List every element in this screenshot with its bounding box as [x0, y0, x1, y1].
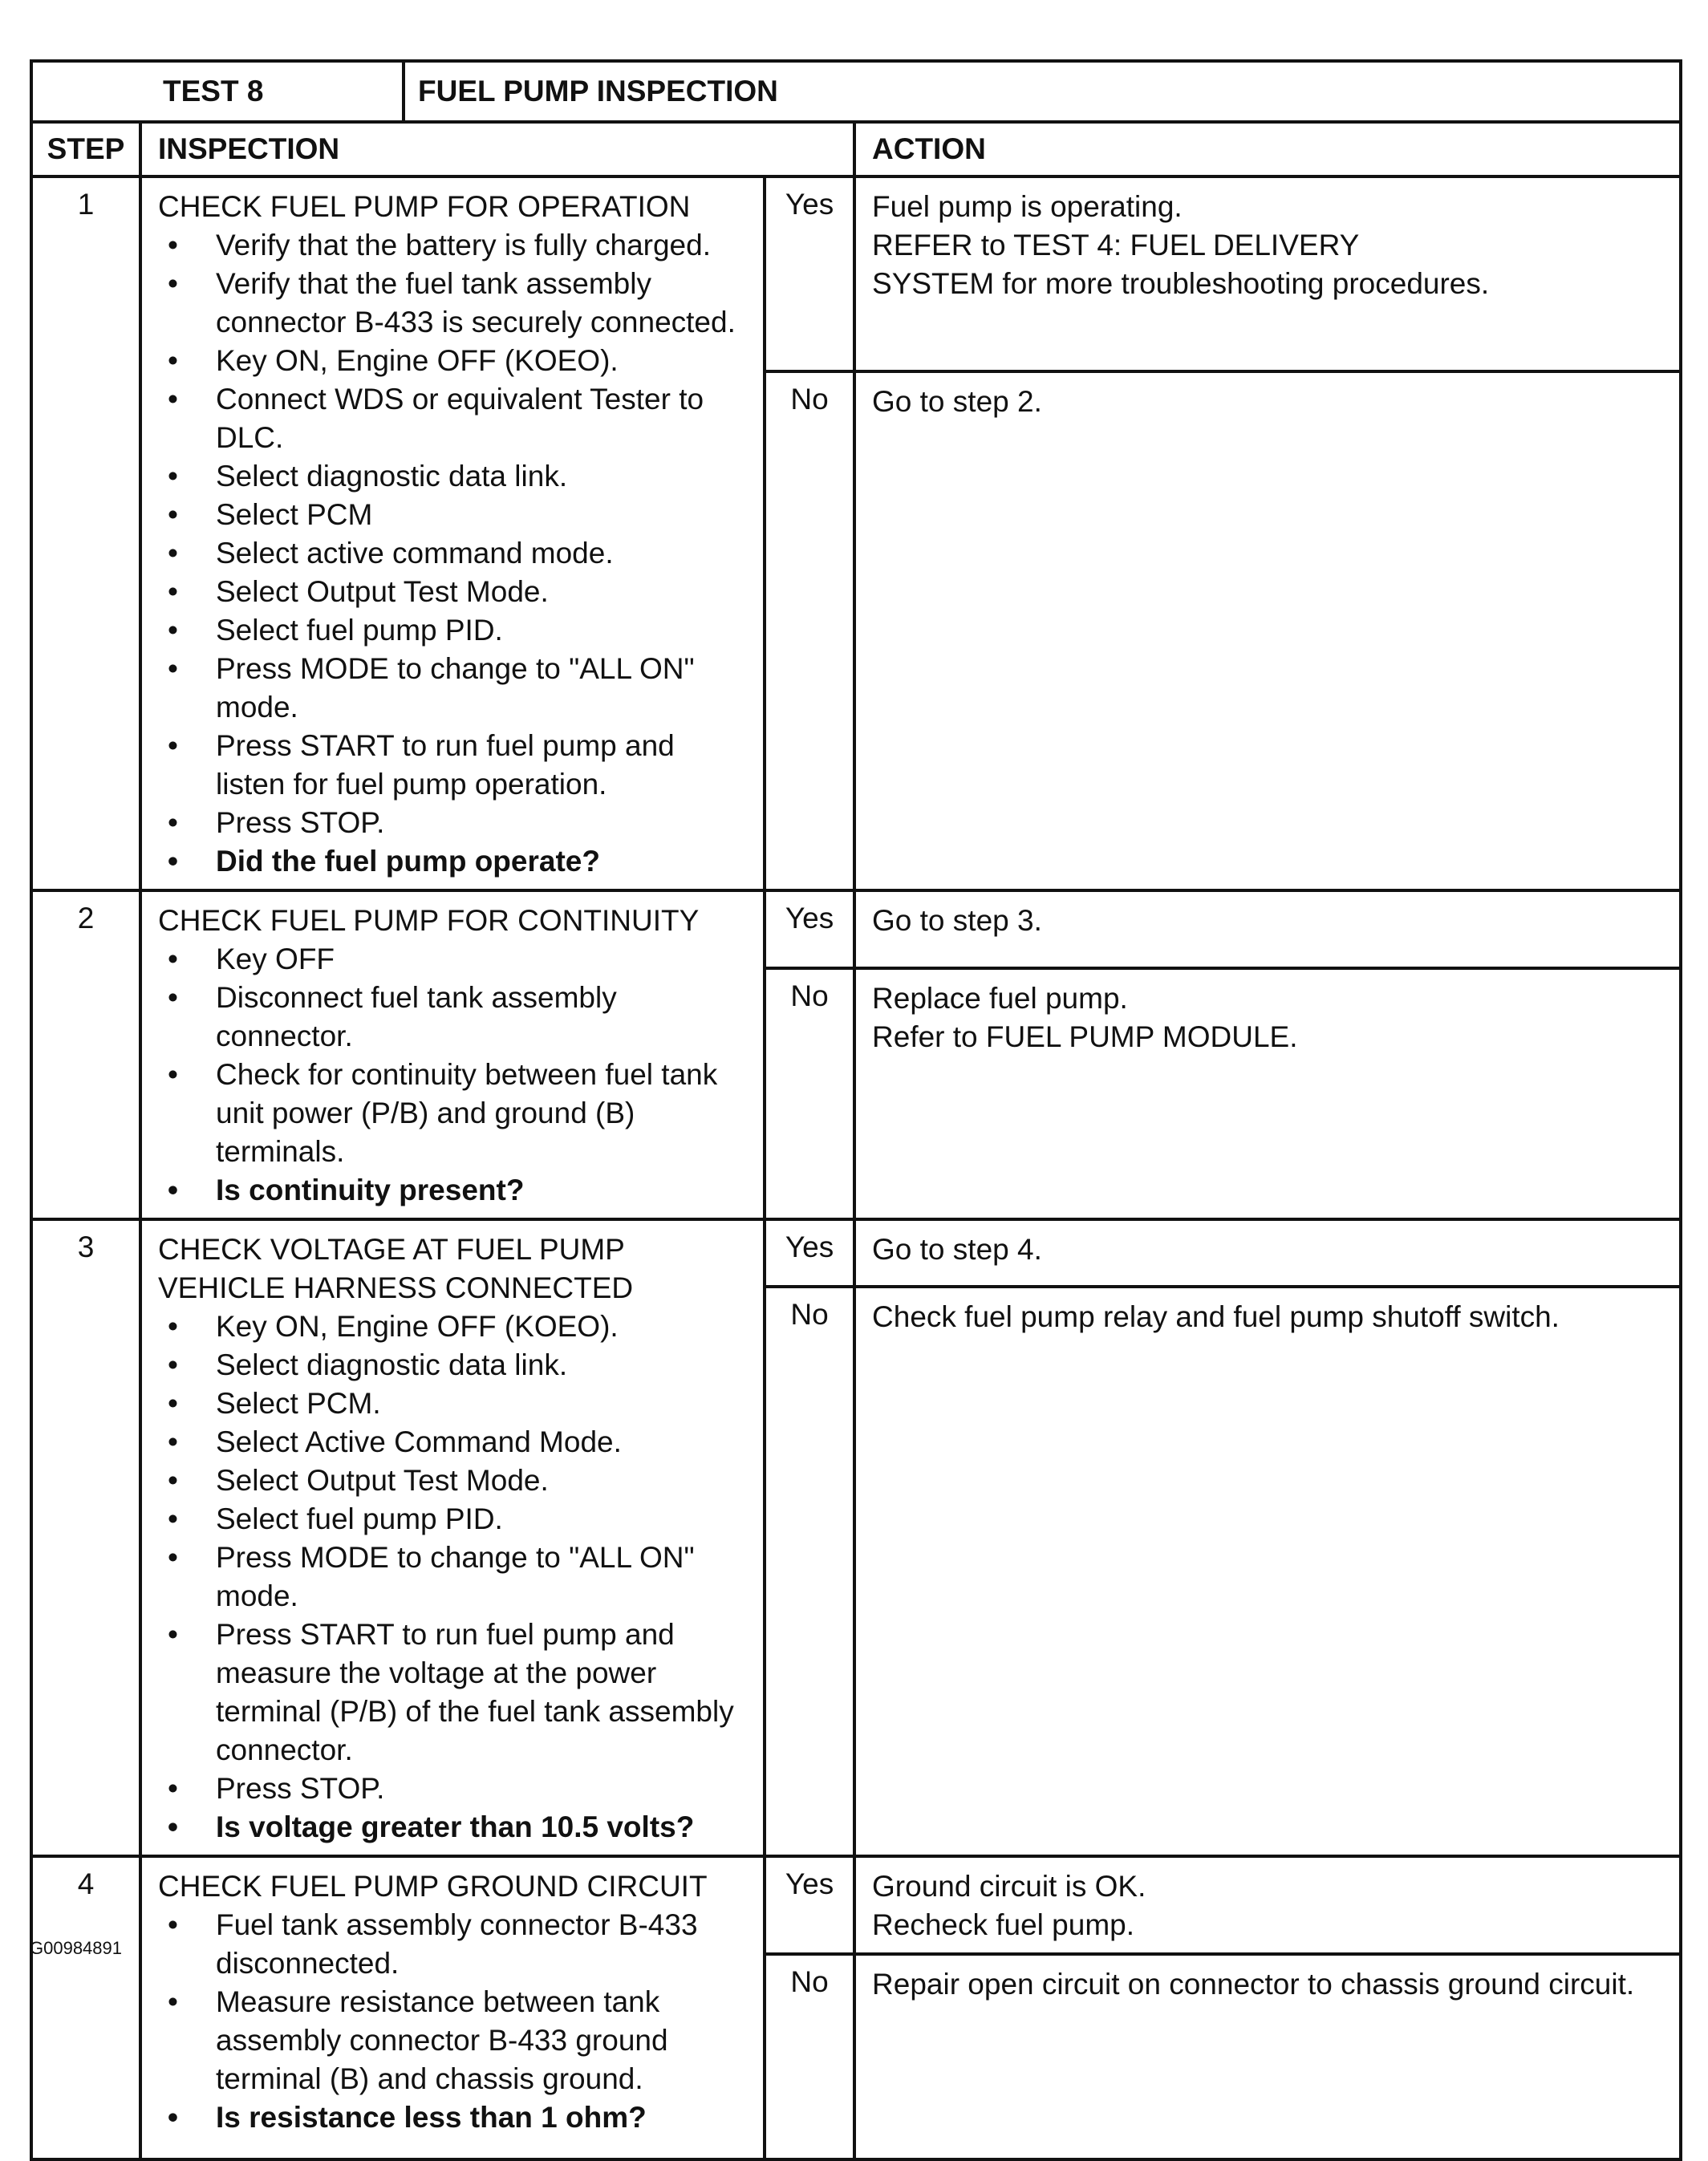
inspection-bullet: • Press STOP. [158, 804, 747, 842]
inspection-bullet: • Select diagnostic data link. [158, 457, 747, 496]
no-action [854, 1954, 1681, 2159]
action-line: REFER to TEST 4: FUEL DELIVERY [872, 229, 1360, 262]
action-line: Go to step 4. [872, 1233, 1042, 1266]
no-action [854, 371, 1681, 890]
test-table [30, 59, 1682, 2161]
inspection-cell [140, 1219, 765, 1856]
action-line: Ground circuit is OK. [872, 1870, 1146, 1903]
inspection-bullets [158, 226, 747, 881]
step-number: 1 [31, 176, 140, 890]
inspection-bullets [158, 940, 747, 1210]
step-title: CHECK FUEL PUMP FOR CONTINUITY [158, 904, 700, 937]
action-line: Check fuel pump relay and fuel pump shutoff switch. [872, 1300, 1560, 1334]
inspection-bullet: • Key OFF [158, 940, 747, 979]
action-line: Replace fuel pump. [872, 981, 1128, 1015]
no-action [854, 968, 1681, 1219]
step-title: CHECK FUEL PUMP GROUND CIRCUIT [158, 1870, 708, 1903]
inspection-bullet: • Select fuel pump PID. [158, 1500, 747, 1539]
yes-label: Yes [765, 1219, 854, 1287]
figure-code: G00984891 [30, 1938, 122, 1958]
test-table-container [30, 59, 1679, 2161]
inspection-bullet: • Select Output Test Mode. [158, 1462, 747, 1500]
inspection-bullets [158, 1906, 747, 2137]
yes-action [854, 176, 1681, 371]
action-line: Go to step 2. [872, 384, 1042, 418]
yes-action [854, 890, 1681, 968]
step-number: 3 [31, 1219, 140, 1856]
inspection-bullet: • Verify that the fuel tank assembly connector B-433 is securely connected. [158, 265, 747, 342]
action-line: SYSTEM for more troubleshooting procedures. [872, 267, 1490, 300]
action-line: Refer to FUEL PUMP MODULE. [872, 1020, 1298, 1053]
step-title: CHECK FUEL PUMP FOR OPERATION [158, 190, 691, 223]
no-label: No [765, 968, 854, 1219]
step-number: 4 [31, 1856, 140, 2159]
no-label: No [765, 371, 854, 890]
no-action [854, 1287, 1681, 1856]
no-label: No [765, 1287, 854, 1856]
inspection-bullet: • Fuel tank assembly connector B-433 disconnected. [158, 1906, 747, 1983]
inspection-column-header: INSPECTION [140, 122, 854, 176]
inspection-bullet: • Connect WDS or equivalent Tester to DLC. [158, 380, 747, 457]
action-line: Fuel pump is operating. [872, 190, 1183, 223]
inspection-cell [140, 1856, 765, 2159]
inspection-bullet: • Select Active Command Mode. [158, 1423, 747, 1462]
action-column-header: ACTION [854, 122, 1681, 176]
action-line: Go to step 3. [872, 904, 1042, 937]
test-header-row [31, 61, 1681, 122]
step-number: 2 [31, 890, 140, 1219]
inspection-bullet: • Check for continuity between fuel tank unit power (P/B) and ground (B) terminals. [158, 1056, 747, 1171]
inspection-bullet: • Key ON, Engine OFF (KOEO). [158, 1308, 747, 1346]
inspection-question: • Is continuity present? [158, 1171, 747, 1210]
inspection-cell [140, 890, 765, 1219]
inspection-bullet: • Verify that the battery is fully charged. [158, 226, 747, 265]
inspection-bullet: • Select PCM. [158, 1385, 747, 1423]
inspection-bullet: • Press STOP. [158, 1770, 747, 1808]
inspection-bullet: • Disconnect fuel tank assembly connector. [158, 979, 747, 1056]
inspection-bullet: • Measure resistance between tank assembly connector B-433 ground terminal (B) and chassis ground. [158, 1983, 747, 2098]
step-row-yes [31, 1219, 1681, 1287]
inspection-bullet: • Key ON, Engine OFF (KOEO). [158, 342, 747, 380]
yes-action [854, 1856, 1681, 1954]
test-title: FUEL PUMP INSPECTION [404, 61, 1681, 122]
inspection-bullet: • Select active command mode. [158, 534, 747, 573]
inspection-cell [140, 176, 765, 890]
inspection-bullet: • Press MODE to change to "ALL ON" mode. [158, 1539, 747, 1616]
column-header-row [31, 122, 1681, 176]
no-label: No [765, 1954, 854, 2159]
inspection-bullet: • Select fuel pump PID. [158, 611, 747, 650]
step-row-yes [31, 1856, 1681, 1954]
step-row-yes [31, 890, 1681, 968]
step-row-yes [31, 176, 1681, 371]
inspection-bullets [158, 1308, 747, 1847]
yes-action [854, 1219, 1681, 1287]
inspection-bullet: • Press START to run fuel pump and listen for fuel pump operation. [158, 727, 747, 804]
inspection-bullet: • Select Output Test Mode. [158, 573, 747, 611]
test-number: TEST 8 [31, 61, 404, 122]
action-line: Recheck fuel pump. [872, 1908, 1135, 1941]
yes-label: Yes [765, 890, 854, 968]
inspection-question: • Is voltage greater than 10.5 volts? [158, 1808, 747, 1847]
inspection-bullet: • Press START to run fuel pump and measure the voltage at the power terminal (P/B) of the fuel tank assembly connector. [158, 1616, 747, 1770]
yes-label: Yes [765, 1856, 854, 1954]
inspection-bullet: • Select diagnostic data link. [158, 1346, 747, 1385]
action-line: Repair open circuit on connector to chassis ground circuit. [872, 1968, 1635, 2001]
step-column-header: STEP [31, 122, 140, 176]
inspection-question: • Did the fuel pump operate? [158, 842, 747, 881]
inspection-bullet: • Press MODE to change to "ALL ON" mode. [158, 650, 747, 727]
step-title: CHECK VOLTAGE AT FUEL PUMP VEHICLE HARNESS CONNECTED [158, 1233, 634, 1304]
inspection-question: • Is resistance less than 1 ohm? [158, 2098, 747, 2137]
inspection-bullet: • Select PCM [158, 496, 747, 534]
yes-label: Yes [765, 176, 854, 371]
